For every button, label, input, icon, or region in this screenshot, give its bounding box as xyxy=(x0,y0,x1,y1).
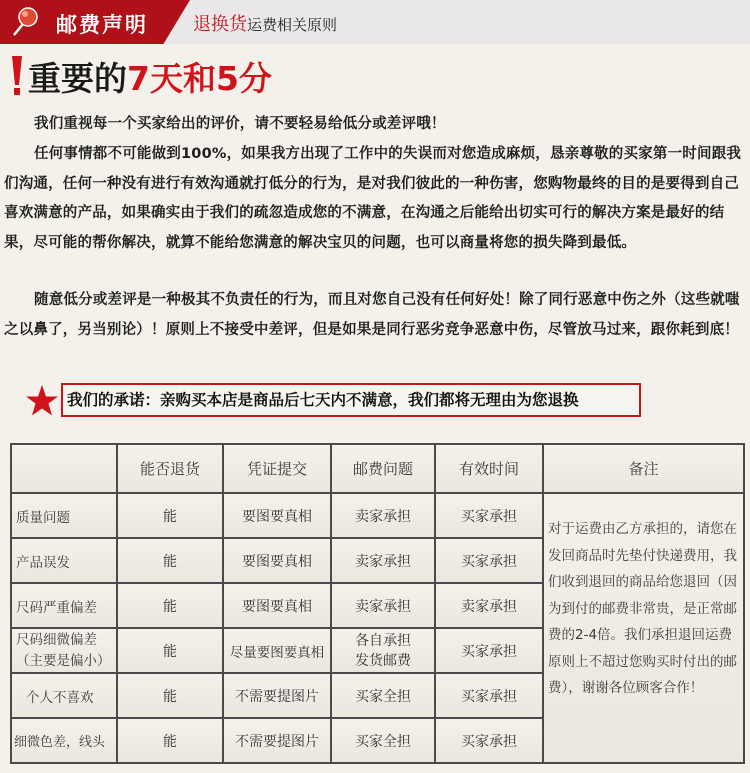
returnable-cell: 能 xyxy=(117,673,223,718)
issue-cell: 尺码细微偏差 （主要是偏小） xyxy=(11,628,117,673)
note-cell: 对于运费由乙方承担的，请您在发回商品时先垫付快递费用，我们收到退回的商品给您退回（因为到付的邮费非常贵，是正常邮费的2-4倍。我们承担退回运费原则上不超过您购买时付出的邮费），谢谢各位顾客合作！ xyxy=(543,493,744,763)
headline-highlight: 7天和5分 xyxy=(127,59,272,98)
returnable-cell: 能 xyxy=(117,718,223,763)
postage-cell: 卖家承担 xyxy=(331,493,435,538)
issue-cell: 质量问题 xyxy=(11,493,117,538)
issue-cell: 个人不喜欢 xyxy=(11,673,117,718)
headline-prefix: 重要的 xyxy=(28,59,127,98)
time-cell: 卖家承担 xyxy=(435,583,543,628)
returnable-cell: 能 xyxy=(117,493,223,538)
proof-cell: 不需要提图片 xyxy=(223,673,331,718)
time-cell: 买家承担 xyxy=(435,673,543,718)
proof-cell: 要图要真相 xyxy=(223,493,331,538)
returnable-cell: 能 xyxy=(117,538,223,583)
table-header-cell: 邮费问题 xyxy=(331,444,435,493)
proof-cell: 要图要真相 xyxy=(223,538,331,583)
postage-cell: 买家全担 xyxy=(331,718,435,763)
issue-cell: 细微色差，线头 xyxy=(11,718,117,763)
header-title: 邮费声明 xyxy=(56,13,148,37)
postage-cell: 卖家承担 xyxy=(331,583,435,628)
pushpin-icon xyxy=(10,6,44,38)
table-header-cell: 备注 xyxy=(543,444,744,493)
time-cell: 买家承担 xyxy=(435,538,543,583)
table-row xyxy=(11,493,744,538)
promise-box: 我们的承诺：亲购买本店是商品后七天内不满意，我们都将无理由为您退换 xyxy=(61,383,641,417)
proof-cell: 尽量要图要真相 xyxy=(223,628,331,673)
time-cell: 买家承担 xyxy=(435,718,543,763)
postage-cell: 各自承担 发货邮费 xyxy=(331,628,435,673)
header-subtitle xyxy=(193,10,337,36)
table-header-cell: 有效时间 xyxy=(435,444,543,493)
postage-cell: 卖家承担 xyxy=(331,538,435,583)
header-sub-red: 退换货 xyxy=(193,14,247,35)
header-sub-rest: 运费相关原则 xyxy=(247,16,338,34)
returnable-cell: 能 xyxy=(117,583,223,628)
paragraph-3: 随意低分或差评是一种极其不负责任的行为，而且对您自己没有任何好处！除了同行恶意中伤之外（这些就嗤之以鼻了，另当别论）！原则上不接受中差评，但是如果是同行恶劣竞争恶意中伤，尽管放马过来，跟你耗到底！ xyxy=(4,292,740,338)
table-header-row xyxy=(11,444,744,493)
issue-cell: 产品误发 xyxy=(11,538,117,583)
table-header-cell xyxy=(11,444,117,493)
star-icon xyxy=(25,384,59,418)
exclamation-icon xyxy=(10,56,24,96)
paragraph-2: 任何事情都不可能做到100%，如果我方出现了工作中的失误而对您造成麻烦，恳亲尊敬的买家第一时间跟我们沟通，任何一种没有进行有效沟通就打低分的行为，是对我们彼此的一种伤害，您购物最终的目的是要得到自己喜欢满意的产品，如果确实由于我们的疏忽造成您的不满意，在沟通之后能给出切实可行的解决方案是最好的结果，尽可能的帮你解决，就算不能给您满意的解决宝贝的问题，也可以商量将您的损失降到最低。 xyxy=(4,146,742,251)
return-policy-table xyxy=(10,443,745,764)
table-header-cell: 能否退货 xyxy=(117,444,223,493)
proof-cell: 要图要真相 xyxy=(223,583,331,628)
returnable-cell: 能 xyxy=(117,628,223,673)
postage-cell: 买家全担 xyxy=(331,673,435,718)
time-cell: 买家承担 xyxy=(435,493,543,538)
header-bar xyxy=(0,0,750,44)
proof-cell: 不需要提图片 xyxy=(223,718,331,763)
issue-cell: 尺码严重偏差 xyxy=(11,583,117,628)
paragraph-1: 我们重视每一个买家给出的评价，请不要轻易给低分或差评哦！ xyxy=(34,116,446,132)
time-cell: 买家承担 xyxy=(435,628,543,673)
table-header-cell: 凭证提交 xyxy=(223,444,331,493)
page-headline xyxy=(28,53,272,100)
